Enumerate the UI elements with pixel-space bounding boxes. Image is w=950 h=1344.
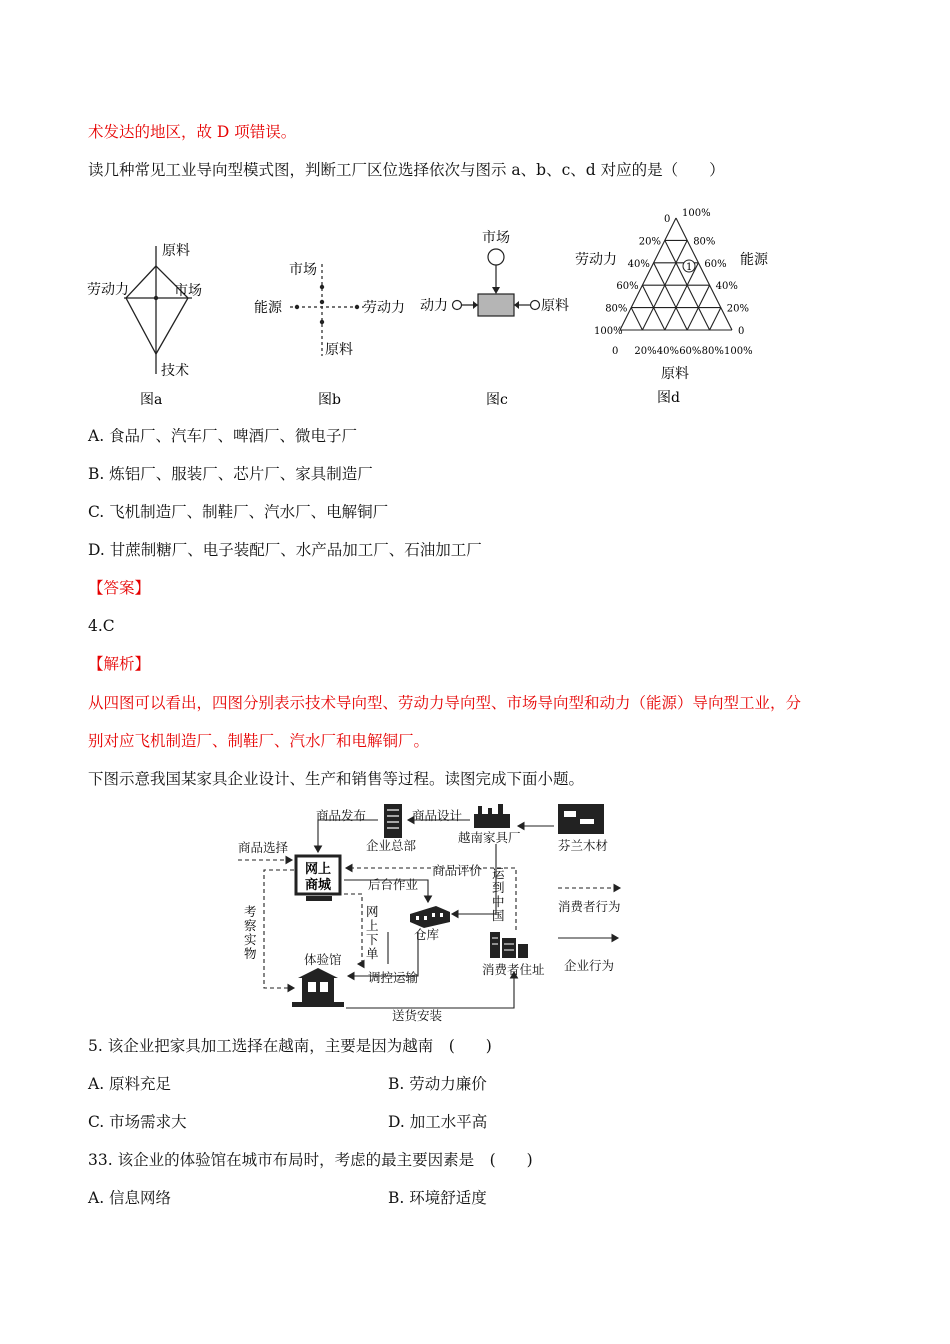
fig-d-left-tick: 60% <box>616 281 639 293</box>
fig-d-bottom-label: 原料 <box>661 366 689 382</box>
question-33-stem: 33. 该企业的体验馆在城市布局时，考虑的最主要因素是 ( ) <box>88 1151 533 1169</box>
fig-b-left-label: 能源 <box>254 300 282 316</box>
analysis-line-1: 从四图可以看出，四图分别表示技术导向型、劳动力导向型、市场导向型和动力（能源）导向型工业，分 <box>88 694 802 712</box>
mall-label-2: 商城 <box>305 878 332 893</box>
ternary-tick-labels <box>594 208 753 357</box>
fig-d-right-label: 能源 <box>740 252 768 268</box>
label-select: 商品选择 <box>238 840 289 855</box>
figure-b-labor-oriented <box>252 252 417 412</box>
legend-consumer-label: 消费者行为 <box>558 899 621 914</box>
legend-enterprise-label: 企业行为 <box>564 958 615 973</box>
figure-c-market-oriented <box>418 224 578 412</box>
fig-d-left-tick: 80% <box>605 303 628 315</box>
fig-c-top-label: 市场 <box>482 230 510 246</box>
ternary-gridline <box>620 218 676 330</box>
fig-b-bottom-label: 原料 <box>325 342 353 358</box>
label-backend: 后台作业 <box>368 877 419 892</box>
label-dispatch: 调控运输 <box>368 970 419 985</box>
ternary-gridline <box>631 308 642 330</box>
warehouse-icon <box>410 906 450 928</box>
fig-d-left-tick: 40% <box>627 258 650 270</box>
fig-a-caption: 图a <box>140 392 163 408</box>
fig-d-caption: 图d <box>657 390 680 406</box>
question-5-option-b: B. 劳动力廉价 <box>388 1075 487 1093</box>
fig-a-bottom-label: 技术 <box>161 363 189 379</box>
question-4-option-d: D. 甘蔗制糖厂、电子装配厂、水产品加工厂、石油加工厂 <box>88 541 482 559</box>
label-deliver: 送货安装 <box>392 1008 443 1023</box>
fig-d-bottom-tick: 60% <box>679 346 702 357</box>
answer-value: 4.C <box>88 617 115 635</box>
answer-label: 【答案】 <box>88 579 151 597</box>
ternary-gridline <box>676 218 732 330</box>
fig-d-bottom-tick: 40% <box>656 346 680 357</box>
analysis-line-2: 别对应飞机制造厂、制鞋厂、汽水厂和电解铜厂。 <box>88 732 430 750</box>
label-home: 消费者住址 <box>482 962 545 977</box>
label-hq: 企业总部 <box>366 838 417 853</box>
ternary-grid <box>620 218 732 330</box>
fig-c-caption: 图c <box>486 392 508 408</box>
fig-b-top-label: 市场 <box>289 262 317 278</box>
fig-d-right-tick: 0 <box>738 326 745 337</box>
fig-d-left-tick: 0 <box>664 214 671 225</box>
fig-c-left-label: 动力 <box>420 298 448 314</box>
furniture-enterprise-flow-diagram <box>228 798 638 1026</box>
mall-label: 网上 <box>305 862 332 877</box>
fig-d-right-tick: 60% <box>704 258 727 270</box>
home-building-icon <box>490 932 528 958</box>
fig-b-right-label: 劳动力 <box>363 300 405 316</box>
analysis-label: 【解析】 <box>88 655 151 673</box>
label-design: 商品设计 <box>412 808 463 823</box>
label-inspect: 考察实物 <box>244 904 257 961</box>
showroom-icon <box>292 968 344 1007</box>
question-33-option-a: A. 信息网络 <box>88 1189 172 1207</box>
fig-d-right-tick: 20% <box>726 303 750 315</box>
label-warehouse: 仓库 <box>414 927 440 942</box>
question-5-option-d: D. 加工水平高 <box>388 1113 488 1131</box>
fig-c-right-label: 原料 <box>541 298 569 314</box>
question-33-option-b: B. 环境舒适度 <box>388 1189 487 1207</box>
question-5-option-c: C. 市场需求大 <box>88 1113 187 1131</box>
label-showroom: 体验馆 <box>304 952 342 967</box>
fig-d-bottom-tick: 0 <box>612 346 619 357</box>
fig-a-top-label: 原料 <box>162 243 190 259</box>
label-release: 商品发布 <box>316 808 367 823</box>
label-timber: 芬兰木材 <box>558 838 609 853</box>
fig-d-marker: 1 <box>686 262 693 273</box>
label-factory: 越南家具厂 <box>458 830 521 845</box>
ternary-gridline <box>710 308 721 330</box>
factory-icon <box>474 804 510 828</box>
fig-a-right-label: 市场 <box>174 283 202 299</box>
previous-answer-tail: 术发达的地区，故 D 项错误。 <box>88 123 297 141</box>
question-4-option-a: A. 食品厂、汽车厂、啤酒厂、微电子厂 <box>88 427 358 445</box>
question-5-option-a: A. 原料充足 <box>88 1075 172 1093</box>
fig-d-left-tick: 100% <box>594 326 623 337</box>
figure-d-energy-oriented <box>572 198 782 412</box>
fig-d-bottom-tick: 100% <box>724 346 753 357</box>
question-4-stem: 读几种常见工业导向型模式图，判断工厂区位选择依次与图示 a、b、c、d 对应的是（ ） <box>88 161 725 179</box>
question-4-option-c: C. 飞机制造厂、制鞋厂、汽水厂、电解铜厂 <box>88 503 389 521</box>
fig-a-left-label: 劳动力 <box>87 282 129 298</box>
fig-d-bottom-tick: 80% <box>701 346 724 357</box>
fig-d-bottom-tick: 20% <box>634 346 657 357</box>
fig-d-left-tick: 20% <box>638 236 662 248</box>
questions-5-6-intro: 下图示意我国某家具企业设计、生产和销售等过程。读图完成下面小题。 <box>88 770 585 788</box>
label-ship-to-china: 运到中国 <box>492 866 505 923</box>
label-review: 商品评价 <box>432 863 483 878</box>
fig-d-left-label: 劳动力 <box>575 252 617 268</box>
timber-icon <box>558 804 604 834</box>
label-order: 网上下单 <box>366 904 379 961</box>
fig-d-right-tick: 40% <box>715 281 738 293</box>
question-5-stem: 5. 该企业把家具加工选择在越南，主要是因为越南 ( ) <box>88 1037 492 1055</box>
fig-b-caption: 图b <box>318 392 341 408</box>
hq-building-icon <box>384 804 402 838</box>
fig-d-right-tick: 80% <box>693 236 716 248</box>
fig-d-right-tick: 100% <box>682 208 711 219</box>
figure-a-technology-oriented <box>84 236 214 411</box>
question-4-option-b: B. 炼铝厂、服装厂、芯片厂、家具制造厂 <box>88 465 373 483</box>
